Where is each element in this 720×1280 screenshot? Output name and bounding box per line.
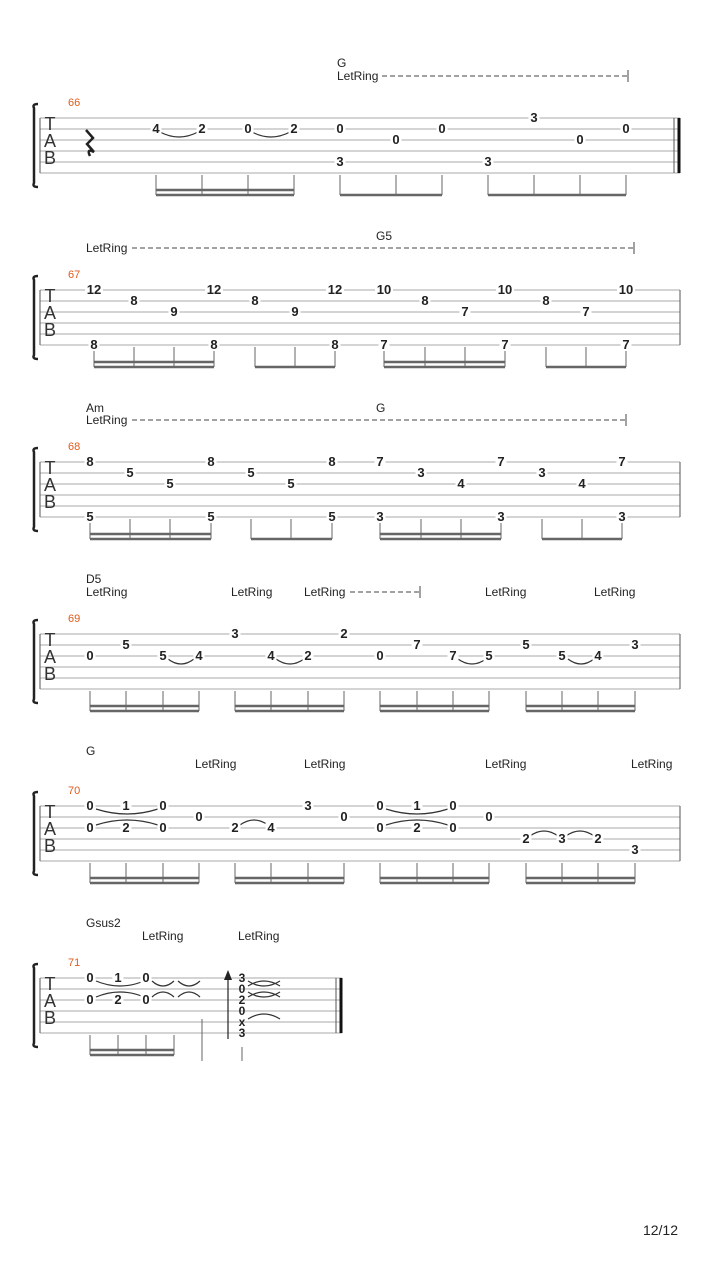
slur: [248, 1014, 280, 1019]
fret-number: 0: [86, 820, 94, 835]
fret-number: 0: [449, 820, 457, 835]
fret-number: 4: [594, 648, 602, 663]
fret-number: 3: [484, 154, 492, 169]
fret-number: 5: [287, 476, 295, 491]
final-chord-fret: 2: [238, 993, 246, 1007]
tab-clef-letter: A: [43, 819, 57, 839]
fret-number: 8: [331, 337, 339, 352]
fret-number: 12: [206, 282, 222, 297]
final-chord-fret: 3: [238, 1026, 246, 1040]
fret-number: 3: [304, 798, 312, 813]
fret-number: 4: [578, 476, 586, 491]
tab-clef-letter: B: [43, 148, 57, 168]
fret-number: 4: [195, 648, 203, 663]
slur: [530, 831, 558, 836]
system-bracket: [34, 104, 39, 187]
fret-number: 4: [457, 476, 465, 491]
slur: [152, 992, 174, 997]
fret-number: 8: [207, 454, 215, 469]
final-chord-fret: x: [238, 1015, 246, 1029]
let-ring-label: LetRing: [304, 585, 346, 599]
fret-number: 8: [542, 293, 550, 308]
strum-up-arrow-icon: [224, 970, 232, 980]
tab-clef-letter: A: [43, 647, 57, 667]
tab-clef-letter: A: [43, 303, 57, 323]
fret-number: 0: [142, 970, 150, 985]
tab-clef-letter: B: [43, 836, 57, 856]
tab-system-71: [34, 916, 343, 1061]
fret-number: 7: [622, 337, 630, 352]
fret-number: 0: [438, 121, 446, 136]
slur: [248, 992, 280, 997]
let-ring-label: LetRing: [304, 757, 346, 771]
fret-number: 2: [114, 992, 122, 1007]
fret-number: 4: [267, 648, 275, 663]
fret-number: 8: [328, 454, 336, 469]
let-ring-label: LetRing: [195, 757, 237, 771]
let-ring-label: LetRing: [485, 757, 527, 771]
fret-number: 9: [170, 304, 178, 319]
fret-number: 7: [376, 454, 384, 469]
chord-name: G: [376, 401, 386, 415]
fret-number: 0: [392, 132, 400, 147]
slur: [566, 831, 594, 836]
slur: [458, 659, 486, 664]
fret-number: 3: [231, 626, 239, 641]
chord-name: Am: [86, 401, 104, 415]
let-ring-label: LetRing: [337, 69, 379, 83]
fret-number: 0: [86, 798, 94, 813]
measure-number: 70: [68, 785, 81, 797]
tab-clef-letter: A: [43, 991, 57, 1011]
fret-number: 7: [461, 304, 469, 319]
fret-number: 7: [497, 454, 505, 469]
fret-number: 2: [304, 648, 312, 663]
final-chord-fret: 0: [238, 1004, 246, 1018]
fret-number: 5: [126, 465, 134, 480]
fret-number: 2: [413, 820, 421, 835]
let-ring-label: LetRing: [86, 241, 128, 255]
chord-name: D5: [86, 572, 102, 586]
fret-number: 3: [618, 509, 626, 524]
quarter-rest-icon: [86, 130, 94, 156]
measure-number: 71: [68, 957, 81, 969]
system-bracket: [34, 620, 39, 703]
fret-number: 3: [631, 842, 639, 857]
slur: [252, 132, 290, 137]
fret-number: 0: [159, 798, 167, 813]
fret-number: 0: [159, 820, 167, 835]
let-ring-label: LetRing: [631, 757, 673, 771]
fret-number: 3: [631, 637, 639, 652]
final-chord-fret: 0: [238, 982, 246, 996]
fret-number: 10: [497, 282, 513, 297]
fret-number: 5: [122, 637, 130, 652]
fret-number: 9: [291, 304, 299, 319]
fret-number: 5: [558, 648, 566, 663]
fret-number: 0: [340, 809, 348, 824]
fret-number: 7: [618, 454, 626, 469]
fret-number: 5: [166, 476, 174, 491]
tab-system-66: [34, 56, 681, 195]
tab-clef-letter: T: [44, 458, 56, 478]
fret-number: 8: [90, 337, 98, 352]
tab-clef-letter: T: [44, 286, 56, 306]
fret-number: 0: [86, 648, 94, 663]
fret-number: 2: [198, 121, 206, 136]
chord-name: G: [86, 744, 96, 758]
fret-number: 0: [376, 798, 384, 813]
measure-number: 66: [68, 97, 81, 109]
let-ring-label: LetRing: [231, 585, 273, 599]
tab-system-69: [34, 572, 681, 711]
chord-name: G: [337, 56, 347, 70]
slur: [160, 132, 198, 137]
fret-number: 2: [231, 820, 239, 835]
let-ring-label: LetRing: [238, 929, 280, 943]
fret-number: 7: [413, 637, 421, 652]
fret-number: 5: [328, 509, 336, 524]
fret-number: 1: [114, 970, 122, 985]
slur: [152, 981, 174, 986]
fret-number: 0: [449, 798, 457, 813]
fret-number: 10: [376, 282, 392, 297]
fret-number: 8: [86, 454, 94, 469]
slur: [276, 659, 304, 664]
fret-number: 1: [122, 798, 130, 813]
fret-number: 3: [530, 110, 538, 125]
tab-clef-letter: T: [44, 114, 56, 134]
fret-number: 0: [244, 121, 252, 136]
fret-number: 4: [267, 820, 275, 835]
fret-number: 7: [380, 337, 388, 352]
system-bracket: [34, 792, 39, 875]
fret-number: 5: [522, 637, 530, 652]
let-ring-label: LetRing: [142, 929, 184, 943]
slur: [178, 981, 200, 986]
measure-number: 69: [68, 613, 81, 625]
fret-number: 0: [622, 121, 630, 136]
fret-number: 0: [376, 820, 384, 835]
slur: [178, 992, 200, 997]
chord-name: Gsus2: [86, 916, 121, 930]
fret-number: 0: [485, 809, 493, 824]
tab-clef-letter: B: [43, 492, 57, 512]
fret-number: 5: [247, 465, 255, 480]
fret-number: 0: [195, 809, 203, 824]
fret-number: 5: [207, 509, 215, 524]
slur: [248, 981, 280, 986]
tab-system-68: [34, 401, 681, 539]
tab-clef-letter: A: [43, 475, 57, 495]
measure-number: 68: [68, 441, 81, 453]
tab-system-70: [34, 744, 681, 883]
final-chord-fret: 3: [238, 971, 246, 985]
fret-number: 0: [336, 121, 344, 136]
tab-clef-letter: T: [44, 630, 56, 650]
fret-number: 0: [576, 132, 584, 147]
fret-number: 3: [558, 831, 566, 846]
fret-number: 0: [376, 648, 384, 663]
system-bracket: [34, 276, 39, 359]
fret-number: 7: [449, 648, 457, 663]
tab-clef-letter: A: [43, 131, 57, 151]
fret-number: 4: [152, 121, 160, 136]
measure-number: 67: [68, 269, 81, 281]
fret-number: 3: [538, 465, 546, 480]
fret-number: 8: [130, 293, 138, 308]
tab-clef-letter: B: [43, 664, 57, 684]
page-number: 12/12: [642, 1222, 678, 1238]
let-ring-label: LetRing: [86, 585, 128, 599]
fret-number: 2: [290, 121, 298, 136]
fret-number: 0: [86, 970, 94, 985]
system-bracket: [34, 964, 39, 1047]
fret-number: 7: [582, 304, 590, 319]
fret-number: 0: [142, 992, 150, 1007]
fret-number: 7: [501, 337, 509, 352]
fret-number: 3: [376, 509, 384, 524]
fret-number: 3: [417, 465, 425, 480]
let-ring-label: LetRing: [485, 585, 527, 599]
fret-number: 2: [340, 626, 348, 641]
tab-system-67: [34, 229, 681, 367]
tab-clef-letter: T: [44, 974, 56, 994]
slur: [568, 659, 594, 664]
fret-number: 0: [86, 992, 94, 1007]
fret-number: 8: [421, 293, 429, 308]
tab-clef-letter: B: [43, 1008, 57, 1028]
fret-number: 2: [122, 820, 130, 835]
fret-number: 8: [210, 337, 218, 352]
fret-number: 3: [497, 509, 505, 524]
fret-number: 5: [485, 648, 493, 663]
fret-number: 10: [618, 282, 634, 297]
let-ring-label: LetRing: [594, 585, 636, 599]
tab-clef-letter: T: [44, 802, 56, 822]
slur: [168, 659, 194, 664]
fret-number: 3: [336, 154, 344, 169]
chord-name: G5: [376, 229, 393, 243]
fret-number: 5: [86, 509, 94, 524]
slur: [240, 820, 268, 825]
tab-clef-letter: B: [43, 320, 57, 340]
fret-number: 1: [413, 798, 421, 813]
fret-number: 12: [327, 282, 343, 297]
fret-number: 2: [594, 831, 602, 846]
let-ring-label: LetRing: [86, 413, 128, 427]
fret-number: 5: [159, 648, 167, 663]
fret-number: 2: [522, 831, 530, 846]
fret-number: 8: [251, 293, 259, 308]
system-bracket: [34, 448, 39, 531]
fret-number: 12: [86, 282, 102, 297]
